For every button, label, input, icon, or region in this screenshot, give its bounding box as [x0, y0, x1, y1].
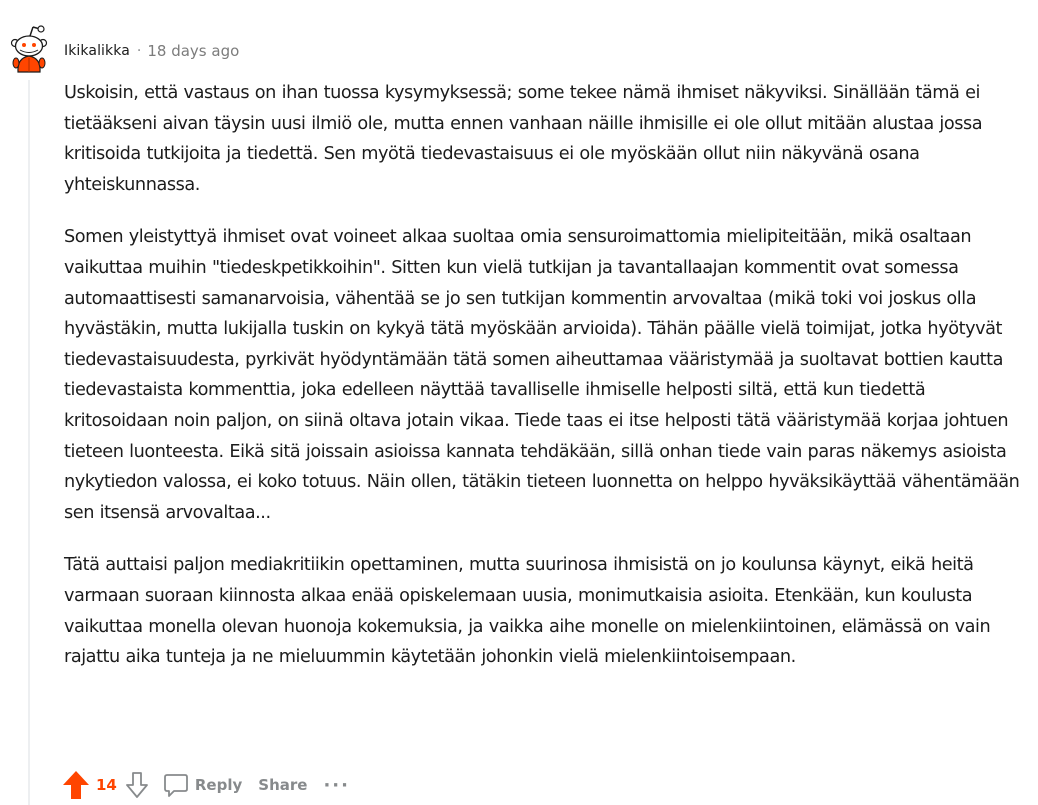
thread-line[interactable]	[28, 80, 30, 805]
comment-body	[64, 78, 1024, 695]
vote-score: 14	[96, 776, 117, 794]
downvote-button[interactable]	[119, 767, 155, 803]
reply-label: Reply	[194, 776, 243, 794]
comment-timestamp[interactable]: 18 days ago	[147, 42, 240, 60]
share-label: Share	[258, 776, 308, 794]
comment-paragraph: Somen yleistyttyä ihmiset ovat voineet alkaa suoltaa omia sensuroimattomia mielipiteitään, mikä osaltaan vaikuttaa muihin "tiedeskpetikkoihin". Sitten kun vielä tutkijan ja tavantallaajan kommentit ovat somessa automaattisesti samanarvoisia, vähentää se jo sen tutkijan kommentin arvovaltaa (mikä toki voi joskus olla hyvästäkin, mutta lukijalla tuskin on kykyä tätä myöskään arvioida). Tähän päälle vielä toimijat, jotka hyötyvät tiedevastaisuudesta, pyrkivät hyödyntämään tätä somen aiheuttamaa vääristymää ja suoltavat bottien kautta tiedevastaista kommenttia, joka edelleen näyttää tavalliselle ihmiselle helposti siltä, että kun tiedettä kritosoidaan noin paljon, on siinä oltava jotain vikaa. Tiede taas ei itse helposti tätä vääristymää korjaa johtuen tieteen luonteesta. Eikä sitä joissain asioissa kannata tehdäkään, sillä onhan tiede vain paras näkemys asioista nykytiedon valossa, ei koko totuus. Näin ollen, tätäkin tieteen luonnetta on helppo hyväksikäyttää vähentämään sen itsensä arvovaltaa...	[64, 227, 1020, 523]
comment-author[interactable]: Ikikalikka	[64, 43, 130, 59]
comment-paragraph: Uskoisin, että vastaus on ihan tuossa kysymyksessä; some tekee nämä ihmiset näkyviksi. Sinällään tämä ei tietääkseni aivan täysin uusi ilmiö ole, mutta ennen vanhaan näille ihmisille ei ole ollut mitään alustaa jossa kritisoida tutkijoita ja tiedettä. Sen myötä tiedevastaisuus ei ole myöskään ollut niin näkyvänä osana yhteiskunnassa.	[64, 83, 983, 195]
upvote-button[interactable]	[58, 767, 94, 803]
comment-actions	[58, 766, 358, 804]
snoo-avatar-icon	[5, 22, 51, 74]
comment-paragraph: Tätä auttaisi paljon mediakritiikin opettaminen, mutta suurinosa ihmisistä on jo koulunsa käynyt, eikä heitä varmaan suoraan kiinnosta alkaa enää opiskelemaan uusia, monimutkaisia asioita. Etenkään, kun koulusta vaikuttaa monella olevan huonoja kokemuksia, ja vaikka aihe monelle on mielenkiintoinen, elämässä on vain rajattu aika tunteja ja ne mieluummin käytetään johonkin vielä mielenkiintoisempaan.	[64, 555, 991, 668]
more-options-button[interactable]	[315, 767, 358, 803]
upvote-arrow-icon	[61, 769, 91, 801]
reply-button[interactable]	[155, 767, 250, 803]
share-button[interactable]	[250, 767, 315, 803]
avatar[interactable]	[5, 22, 51, 74]
meta-separator: ·	[136, 43, 142, 59]
speech-bubble-icon	[163, 772, 189, 798]
downvote-arrow-icon	[124, 770, 150, 800]
more-options-icon: ···	[323, 774, 350, 796]
comment-header	[64, 40, 239, 62]
